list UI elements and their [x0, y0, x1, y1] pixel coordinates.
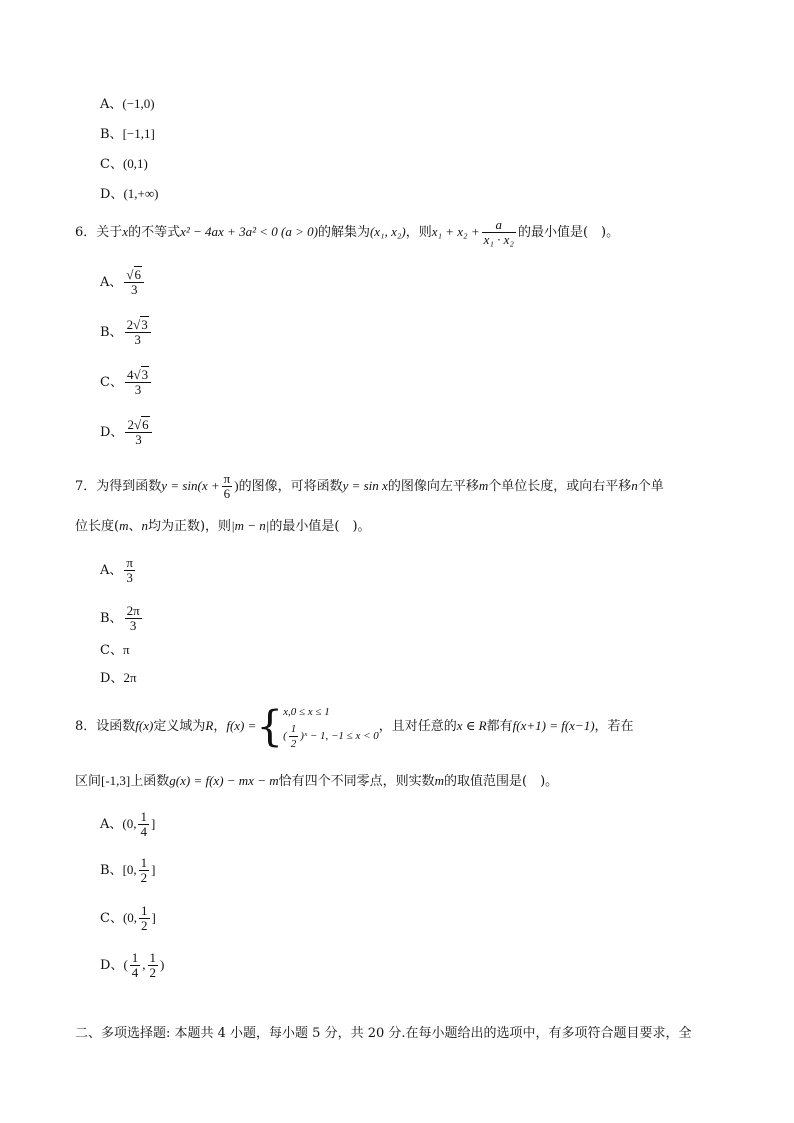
sqrt-icon: √6 [126, 267, 142, 282]
option-label: C、 [100, 157, 123, 172]
stem-text: 的取值范围是( )。 [444, 774, 559, 789]
q8-stem-line1 [75, 702, 634, 751]
stem-text: 为得到函数 [96, 479, 162, 494]
comma: , [142, 957, 146, 972]
q8-option-d [100, 951, 164, 980]
q8-stem-line2 [75, 773, 558, 790]
math-solution: (x₁, x₂) [369, 224, 406, 239]
option-label: D、 [100, 671, 124, 686]
option-value: (−1,0) [122, 96, 155, 111]
interval-open: (0, [122, 910, 138, 925]
denominator: 2 [141, 918, 148, 933]
numerator: 2π [126, 603, 140, 618]
q7-stem-line1 [75, 472, 664, 501]
math-expr: x₁ + x₂ + [431, 224, 480, 239]
question-number: 6． [75, 225, 97, 240]
stem-text: ，且对任意的 [378, 719, 457, 734]
stem-text: ，则 [405, 225, 432, 240]
numerator: 1 [140, 809, 147, 824]
stem-text: 位长度( [75, 519, 120, 534]
stem-text: 的图像，可将函数 [238, 479, 343, 494]
q5-option-d [100, 186, 158, 203]
question-number: 8． [75, 719, 97, 734]
math-func: y = sin(x + [161, 478, 220, 493]
math-var: m [434, 773, 445, 788]
math-fraction [482, 218, 516, 247]
numerator: 1 [141, 903, 148, 918]
interval-close: ] [151, 910, 156, 925]
stem-text: 均为正数)，则 [147, 519, 232, 534]
stem-text: 的最小值是( )。 [269, 519, 371, 534]
stem-text: 设函数 [96, 719, 136, 734]
option-fraction [125, 368, 151, 397]
denominator: 2 [140, 870, 148, 885]
math-var: n [141, 518, 148, 533]
q8-option-a [100, 810, 155, 839]
option-fraction [124, 268, 144, 297]
radicand: 3 [141, 317, 148, 332]
option-fraction [138, 810, 149, 839]
stem-text: ， [213, 719, 227, 734]
stem-text: 的不等式 [128, 225, 181, 240]
stem-text: 个单 [637, 479, 664, 494]
section-2-heading: 二、多项选择题: 本题共 4 小题，每小题 5 分，共 20 分.在每小题给出的选项中，有多项符合题目要求，全 [75, 1026, 692, 1041]
denominator: 3 [130, 282, 138, 297]
numerator: 1 [140, 855, 148, 870]
option-label: A、 [100, 563, 123, 578]
option-fraction [148, 951, 159, 980]
case-1: x,0 ≤ x ≤ 1 [283, 706, 330, 718]
coef: 2 [126, 317, 134, 332]
math-inequality: x² − 4ax + 3a² < 0 (a > 0) [180, 224, 318, 239]
stem-text: 、 [128, 519, 142, 534]
q8-option-b [100, 856, 156, 885]
math-equation: f(x+1) = f(x−1) [512, 718, 595, 733]
stem-text: 个单位长度，或向右平移 [488, 479, 632, 494]
stem-text: 恰有四个不同零点，则实数 [278, 774, 435, 789]
q7-option-d [100, 670, 137, 687]
q6-option-d [100, 418, 154, 447]
math-abs: |m − n| [231, 518, 270, 533]
q6-option-b [100, 318, 153, 347]
option-value: (0,1) [122, 156, 148, 171]
option-value: [−1,1] [122, 126, 155, 141]
q7-stem-line2 [75, 518, 371, 535]
option-value: π [122, 642, 130, 657]
interval-close: ] [151, 862, 156, 877]
denominator: 3 [134, 382, 142, 397]
option-label: D、 [100, 425, 124, 440]
stem-text: 关于 [96, 225, 123, 240]
math-var: m [119, 518, 129, 533]
option-label: B、 [100, 863, 123, 878]
denominator: 4 [131, 965, 139, 980]
q7-option-a [100, 556, 137, 585]
stem-text: ，若在 [594, 719, 634, 734]
coef: 2 [127, 417, 134, 432]
denominator: 6 [223, 486, 231, 501]
math-fraction [222, 472, 233, 501]
brace-icon: { [256, 701, 284, 751]
q5-option-c [100, 156, 148, 173]
case-tail: )ˣ − 1, −1 ≤ x < 0 [300, 730, 379, 743]
stem-text: 区间 [75, 774, 102, 789]
q7-option-b [100, 604, 144, 633]
q8-option-c [100, 904, 156, 933]
q6-option-a [100, 268, 146, 297]
question-number: 7． [75, 479, 97, 494]
option-value: 2π [123, 670, 137, 685]
option-label: B、 [100, 127, 123, 142]
sqrt-icon: √3 [133, 367, 149, 382]
option-fraction [130, 951, 141, 980]
q6-option-c [100, 368, 153, 397]
option-label: B、 [100, 611, 123, 626]
numerator: π [223, 471, 231, 486]
math-func: f(x) = [226, 718, 257, 733]
paren: ( [283, 730, 287, 743]
numerator: 1 [131, 950, 139, 965]
math-paren: ) [234, 478, 239, 493]
denominator: 4 [140, 824, 147, 839]
radicand: 6 [142, 417, 149, 432]
q7-option-c [100, 642, 130, 659]
math-membership: x ∈ R [456, 718, 487, 733]
q6-stem [75, 218, 619, 247]
math-var: x [122, 224, 129, 239]
option-label: D、 [100, 187, 124, 202]
denominator: 3 [135, 432, 142, 447]
interval-close: ) [160, 957, 165, 972]
math-var: n [631, 478, 638, 493]
option-label: A、 [100, 817, 123, 832]
math-var: R [205, 718, 214, 733]
option-fraction [125, 318, 151, 347]
math-var: m [478, 478, 489, 493]
option-label: A、 [100, 97, 123, 112]
denominator: 2 [290, 738, 297, 750]
option-fraction [125, 604, 142, 633]
option-label: C、 [100, 375, 123, 390]
interval-open: (0, [122, 816, 137, 831]
q5-option-b [100, 126, 155, 143]
radicand: 6 [134, 267, 142, 282]
numerator: 1 [149, 950, 157, 965]
interval-open: ( [123, 957, 128, 972]
math-func: y = sin x [342, 478, 388, 493]
stem-text: 上函数 [130, 774, 170, 789]
math-func: g(x) = f(x) − mx − m [169, 773, 279, 788]
denominator: 3 [126, 570, 133, 585]
option-label: B、 [100, 325, 123, 340]
denominator: 2 [149, 965, 157, 980]
stem-text: 的图像向左平移 [387, 479, 479, 494]
option-value: (1,+∞) [123, 186, 159, 201]
interval-close: ] [150, 816, 156, 831]
stem-text: 都有 [486, 719, 513, 734]
denominator: 3 [134, 332, 141, 347]
stem-text: 定义域为 [153, 719, 206, 734]
denominator: x₁ · x₂ [483, 232, 514, 247]
stem-text: 的最小值是( )。 [517, 225, 620, 240]
option-fraction [139, 856, 150, 885]
case-2 [283, 722, 379, 751]
sqrt-icon: √3 [133, 317, 148, 332]
math-func: f(x) [135, 718, 154, 733]
stem-text: 的解集为 [317, 225, 370, 240]
numerator: π [126, 555, 133, 570]
coef: 4 [126, 367, 134, 382]
option-label: C、 [100, 643, 123, 658]
option-label: D、 [100, 958, 124, 973]
option-label: A、 [100, 275, 123, 290]
sqrt-icon: √6 [133, 417, 149, 432]
numerator: a [482, 218, 516, 233]
piecewise-cases [283, 702, 379, 751]
math-interval: [-1,3] [101, 773, 131, 788]
numerator: 1 [290, 723, 297, 735]
q5-option-a [100, 96, 155, 113]
option-fraction [124, 556, 135, 585]
math-fraction [289, 722, 299, 751]
interval-open: [0, [122, 862, 137, 877]
denominator: 3 [129, 618, 137, 633]
radicand: 3 [141, 367, 149, 382]
option-fraction [139, 904, 150, 933]
option-fraction [125, 418, 151, 447]
option-label: C、 [100, 911, 123, 926]
